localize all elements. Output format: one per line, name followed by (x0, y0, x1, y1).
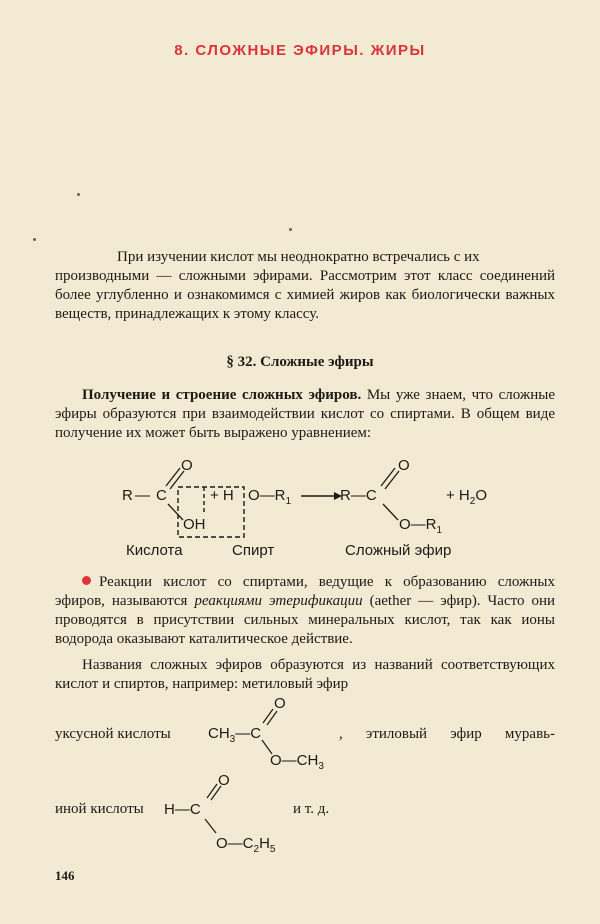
acid-carbonyl-o: O (181, 457, 193, 474)
acid-carbon: C (156, 487, 167, 504)
paragraph-text: Мы уже знаем, что сложные эфиры образуются при взаимодействии кислот со спиртами. В общем виде получение их может быть выражено уравнением: (55, 387, 556, 441)
label-ester: Сложный эфир (345, 542, 452, 559)
example2-formula: H—C (164, 801, 201, 818)
esterification-paragraph: Реакции кислот со спиртами, ведущие к образованию сложных эфиров, называются реакциями этерификации (aether — эфир). Часто они проводятся в присутствии сильных минеральных кислот, так как ионы водорода оказывают каталитическое действие. (55, 574, 555, 647)
acid-hydroxyl: OH (183, 516, 206, 533)
ester-carbonyl-o: O (398, 457, 410, 474)
bullet-dot-icon (82, 576, 91, 585)
example2-lead: иной кислоты (55, 801, 144, 817)
acid-r: R (122, 487, 133, 504)
print-speck (33, 238, 36, 241)
intro-rest: производными — сложными эфирами. Рассмотрим этот класс соединений более углубленно и ознакомимся с химией жиров как биологически важных веществ, принадлежащих к этому классу. (55, 268, 555, 322)
chapter-title: 8. СЛОЖНЫЕ ЭФИРЫ. ЖИРЫ (174, 42, 426, 59)
water-product: + $H_2O$ (446, 487, 487, 507)
example1-methoxy: $O—CH_3$ (270, 752, 324, 772)
example2-trailing: и т. д. (293, 801, 330, 817)
example2-carbonyl-o: O (218, 772, 230, 789)
print-speck (77, 193, 80, 196)
esters-paragraph (55, 386, 555, 443)
example2-ethoxy: $O—C_2H_5$ (216, 835, 276, 855)
naming-paragraph: Названия сложных эфиров образуются из названий соответствующих кислот и спиртов, например: метиловый эфир (55, 657, 555, 692)
term-esterification: реакциями этерификации (194, 593, 363, 609)
label-alcohol: Спирт (232, 542, 275, 559)
intro-first-line: При изучении кислот мы неоднократно встречались с их (117, 249, 480, 265)
label-acid: Кислота (126, 542, 183, 559)
example1-formula: $CH_3—C$ (208, 725, 262, 745)
alcohol-plus-h: + H (210, 487, 234, 504)
scheme-bonds (0, 452, 600, 562)
print-speck (289, 228, 292, 231)
example1-carbonyl-o: O (274, 695, 286, 712)
section-heading: § 32. Сложные эфиры (226, 354, 374, 370)
ester-r-c: R—C (340, 487, 377, 504)
page-number: 146 (55, 868, 75, 883)
intro-paragraph (55, 248, 555, 324)
acid-dash: — (135, 487, 150, 504)
ester-o-r1: $O—R_1$ (399, 516, 443, 536)
paragraph-bold-lead: Получение и строение сложных эфиров. (82, 387, 362, 403)
example1-trailing: , этиловый эфир муравь- (339, 726, 555, 742)
example1-lead: уксусной кислоты (55, 726, 171, 742)
alcohol-o-r1: $O—R_1$ (248, 487, 292, 507)
